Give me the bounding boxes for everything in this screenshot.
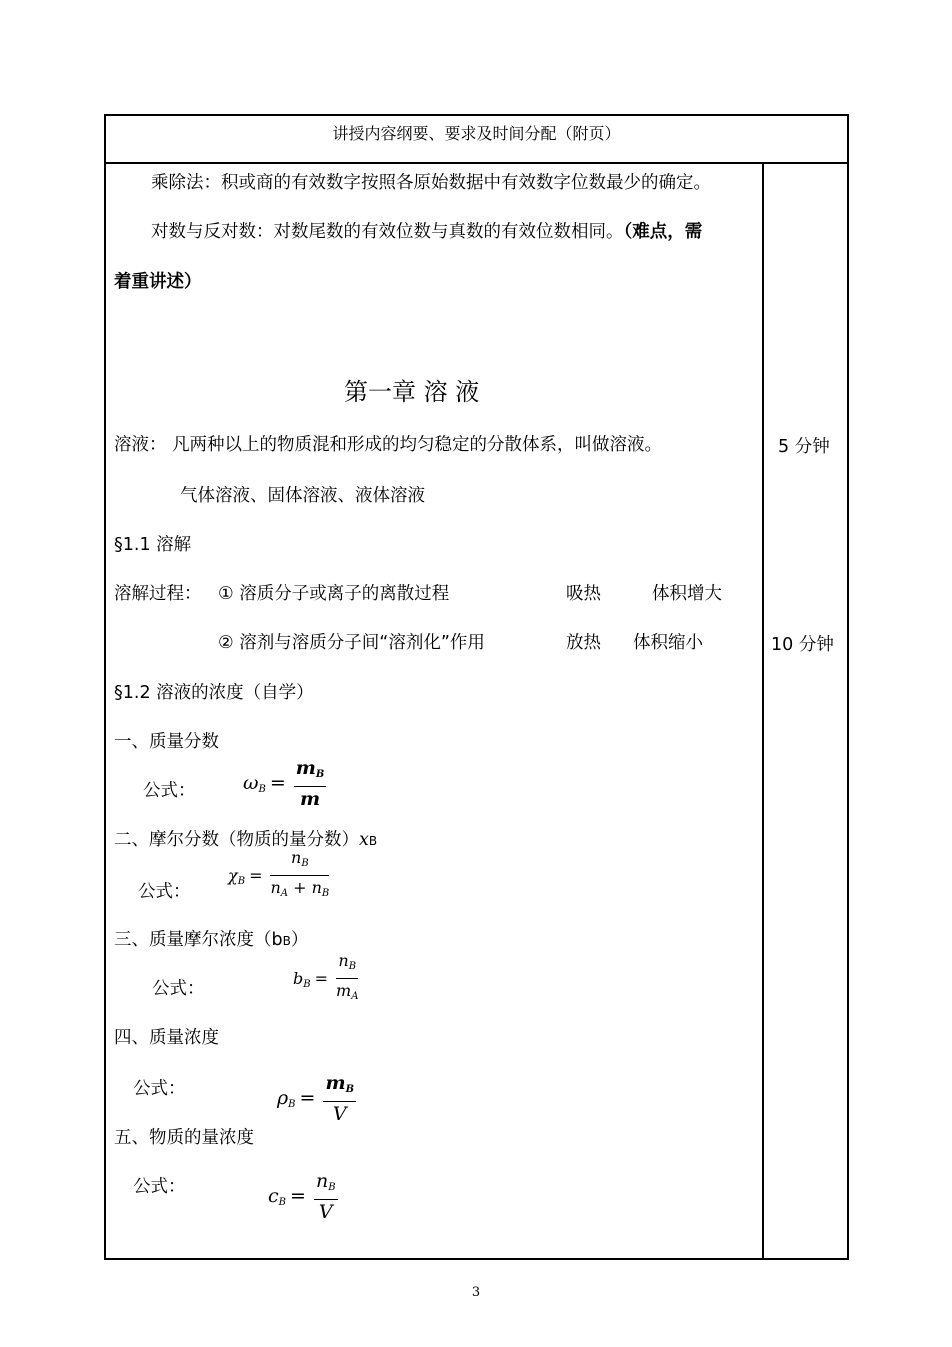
column-divider xyxy=(762,164,764,1260)
formula-label: 公式： xyxy=(138,882,191,902)
formula-label: 公式： xyxy=(152,979,205,999)
page-number: 3 xyxy=(471,1285,481,1300)
process-2-heat: 放热 xyxy=(566,633,601,653)
formula-mass-fraction: $\omega_B$ = $\frac{m_B}{m}$ xyxy=(243,757,325,810)
formula-molality: $b_B$ = $\frac{n_B}{m_A}$ xyxy=(293,951,359,1002)
formula-label: 公式： xyxy=(133,1177,186,1197)
heading-amount-concentration: 五、物质的量浓度 xyxy=(114,1128,254,1148)
section-1-2-heading: §1.2 溶液的浓度（自学） xyxy=(114,683,314,703)
mult-rule-text: 乘除法：积或商的有效数字按照各原始数据中有效数字位数最少的确定。 xyxy=(151,173,711,193)
formula-mole-fraction: $\chi_B$ = $\frac{n_B}{n_A + n_B}$ xyxy=(228,848,330,899)
process-1-heat: 吸热 xyxy=(566,584,601,604)
solution-definition: 溶液： 凡两种以上的物质混和形成的均匀稳定的分散体系，叫做溶液。 xyxy=(114,435,663,455)
formula-amount-concentration: $c_B$ = $\frac{n_B}{V}$ xyxy=(268,1170,336,1223)
process-1-volume: 体积增大 xyxy=(652,584,722,604)
section-1-1-heading: §1.1 溶解 xyxy=(114,535,192,555)
log-rule-line xyxy=(151,220,702,244)
formula-mass-concentration: $\rho_B$ = $\frac{m_B}{V}$ xyxy=(277,1072,355,1125)
time-allocation-2: 10 分钟 xyxy=(771,635,834,655)
chapter-title: 第一章 溶 液 xyxy=(344,378,480,406)
solution-types: 气体溶液、固体溶液、液体溶液 xyxy=(180,486,425,506)
process-2-volume: 体积缩小 xyxy=(633,633,703,653)
formula-label: 公式： xyxy=(133,1079,186,1099)
dissolution-process-label: 溶解过程： xyxy=(114,584,202,604)
heading-mole-fraction: 二、摩尔分数（物质的量分数）xB xyxy=(114,830,378,850)
heading-mass-fraction: 一、质量分数 xyxy=(114,732,219,752)
table-header: 讲授内容纲要、要求及时间分配（附页） xyxy=(106,116,847,164)
heading-mass-concentration: 四、质量浓度 xyxy=(114,1028,219,1048)
formula-label: 公式： xyxy=(143,781,196,801)
heading-molality: 三、质量摩尔浓度（bB） xyxy=(114,930,309,950)
log-rule-emphasis: （难点，需 xyxy=(623,222,703,242)
time-allocation-1: 5 分钟 xyxy=(778,437,830,457)
log-rule-emphasis-cont: 着重讲述） xyxy=(114,272,202,292)
dissolution-process-1: ① 溶质分子或离子的离散过程 xyxy=(218,584,450,604)
dissolution-process-2: ② 溶剂与溶质分子间“溶剂化”作用 xyxy=(218,633,485,653)
log-rule-text: 对数与反对数：对数尾数的有效位数与真数的有效位数相同。 xyxy=(151,222,624,242)
